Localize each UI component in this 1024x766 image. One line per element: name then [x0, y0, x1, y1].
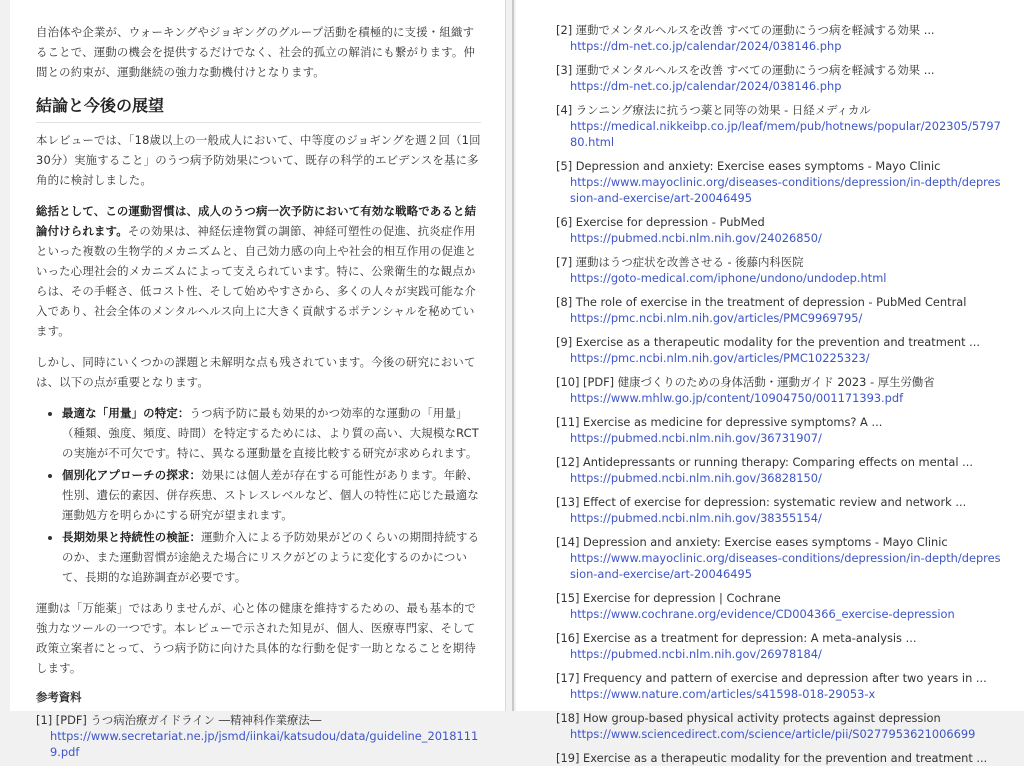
list-item-text: 効果には個人差が存在する可能性があります。年齢、性別、遺伝的素因、併存疾患、ストレスレベルなど、個人の特性に応じた最適な運動処方を明らかにする研究が望まれます。: [62, 468, 479, 522]
reference-link[interactable]: https://www.cochrane.org/evidence/CD004366_exercise-depression: [570, 607, 955, 621]
closing-paragraph: 運動は「万能薬」ではありませんが、心と体の健康を維持するための、最も基本的で強力なツールの一つです。本レビューで示された知見が、個人、医療専門家、そして政策立案者にとって、うつ病予防に向けた具体的な行動を促す一助となることを期待します。: [36, 601, 476, 675]
reference-link[interactable]: https://www.mayoclinic.org/diseases-conditions/depression/in-depth/depression-and-exercise/art-20046495: [570, 551, 1001, 581]
conclusion-bold-text: 総括として、この運動習慣は、成人のうつ病一次予防において有効な戦略であると結論付けられます。: [36, 204, 477, 238]
reference-link[interactable]: https://dm-net.co.jp/calendar/2024/038146.php: [570, 39, 842, 53]
reference-link[interactable]: https://pubmed.ncbi.nlm.nih.gov/36828150/: [570, 471, 822, 485]
reference-item: [556, 22, 1006, 54]
reference-item: [556, 414, 1006, 446]
reference-link[interactable]: https://pubmed.ncbi.nlm.nih.gov/24026850/: [570, 231, 822, 245]
reference-link[interactable]: https://pmc.ncbi.nlm.nih.gov/articles/PMC10225323/: [570, 351, 870, 365]
reference-item: [556, 454, 1006, 486]
list-item: [62, 403, 481, 463]
reference-item: [556, 590, 1006, 622]
reference-link[interactable]: https://medical.nikkeibp.co.jp/leaf/mem/pub/hotnews/popular/202305/579780.html: [570, 119, 1001, 149]
reference-title: [16] Exercise as a treatment for depression: A meta-analysis ...: [556, 631, 917, 645]
reference-title: [19] Exercise as a therapeutic modality for the prevention and treatment ...: [556, 751, 988, 765]
reference-item: [556, 254, 1006, 286]
reference-title: [11] Exercise as medicine for depressive symptoms? A ...: [556, 415, 883, 429]
conclusion-paragraph-1: 本レビューでは、「18歳以上の一般成人において、中等度のジョギングを週２回（1回30分）実施すること」のうつ病予防効果について、既存の科学的エビデンスを基に多角的に検討しました。: [36, 133, 481, 187]
reference-title: [15] Exercise for depression | Cochrane: [556, 591, 781, 605]
reference-link[interactable]: https://pubmed.ncbi.nlm.nih.gov/38355154/: [570, 511, 822, 525]
references-list: [556, 22, 1006, 766]
reference-item: [36, 712, 481, 760]
conclusion-body-text: その効果は、神経伝達物質の調節、神経可塑性の促進、抗炎症作用といった複数の生物学的メカニズムと、自己効力感の向上や社会的相互作用の促進といった心理社会的メカニズムによって支えられています。特に、公衆衛生的な観点からは、その手軽さ、低コスト性、そして始めやすさから、多くの人々が実践可能な介入であり、社会全体のメンタルヘルス向上に大きく貢献するポテンシャルを秘めています。: [36, 224, 477, 338]
reference-title: [6] Exercise for depression - PubMed: [556, 215, 765, 229]
reference-title: [9] Exercise as a therapeutic modality for the prevention and treatment ...: [556, 335, 981, 349]
reference-title: [5] Depression and anxiety: Exercise eases symptoms - Mayo Clinic: [556, 159, 941, 173]
intro-paragraph: 自治体や企業が、ウォーキングやジョギングのグループ活動を積極的に支援・組織することで、運動の機会を提供するだけでなく、社会的孤立の解消にも繋がります。仲間との約束が、運動継続の強力な動機付けとなります。: [36, 25, 476, 79]
reference-item: [556, 374, 1006, 406]
list-item: [62, 465, 481, 525]
references-title: 参考資料: [36, 690, 82, 704]
future-research-list: [36, 403, 481, 587]
reference-item: [556, 750, 1006, 766]
conclusion-paragraph-3: しかし、同時にいくつかの課題と未解明な点も残されています。今後の研究においては、以下の点が重要となります。: [36, 355, 476, 389]
reference-link[interactable]: https://www.mhlw.go.jp/content/10904750/001171393.pdf: [570, 391, 904, 405]
list-item-bold: 最適な「用量」の特定：: [62, 406, 190, 420]
reference-title: [1] [PDF] うつ病治療ガイドライン ―精神科作業療法―: [36, 713, 322, 727]
list-item-text: 運動介入による予防効果がどのくらいの期間持続するのか、また運動習慣が途絶えた場合にリスクがどのように変化するのかについて、長期的な追跡調査が必要です。: [62, 530, 480, 584]
reference-title: [7] 運動はうつ症状を改善させる - 後藤内科医院: [556, 255, 804, 269]
reference-title: [14] Depression and anxiety: Exercise eases symptoms - Mayo Clinic: [556, 535, 948, 549]
reference-link[interactable]: https://goto-medical.com/iphone/undono/undodep.html: [570, 271, 887, 285]
reference-title: [8] The role of exercise in the treatment of depression - PubMed Central: [556, 295, 967, 309]
reference-link[interactable]: https://www.mayoclinic.org/diseases-conditions/depression/in-depth/depression-and-exercise/art-20046495: [570, 175, 1001, 205]
reference-item: [556, 334, 1006, 366]
reference-title: [2] 運動でメンタルヘルスを改善 すべての運動にうつ病を軽減する効果 ...: [556, 23, 935, 37]
reference-item: [556, 630, 1006, 662]
reference-item: [556, 62, 1006, 94]
document-page-left: [10, 0, 506, 759]
reference-item: [556, 494, 1006, 526]
reference-item: [556, 294, 1006, 326]
document-page-right: [516, 0, 1024, 765]
reference-item: [556, 710, 1006, 742]
reference-link[interactable]: https://pubmed.ncbi.nlm.nih.gov/26978184/: [570, 647, 822, 661]
reference-title: [3] 運動でメンタルヘルスを改善 すべての運動にうつ病を軽減する効果 ...: [556, 63, 935, 77]
page-divider: [512, 0, 514, 711]
reference-link[interactable]: https://www.nature.com/articles/s41598-018-29053-x: [570, 687, 876, 701]
section-heading: 結論と今後の展望: [36, 93, 481, 123]
reference-link[interactable]: https://pmc.ncbi.nlm.nih.gov/articles/PMC9969795/: [570, 311, 863, 325]
list-item-text: うつ病予防に最も効果的かつ効率的な運動の「用量」（種類、強度、頻度、時間）を特定するためには、より質の高い、大規模なRCTの実施が不可欠です。特に、異なる運動量を直接比較する研究が求められます。: [62, 406, 479, 460]
reference-item: [556, 214, 1006, 246]
reference-title: [12] Antidepressants or running therapy: Comparing effects on mental ...: [556, 455, 973, 469]
reference-item: [556, 102, 1006, 150]
reference-title: [18] How group-based physical activity protects against depression: [556, 711, 941, 725]
reference-item: [556, 158, 1006, 206]
reference-title: [10] [PDF] 健康づくりのための身体活動・運動ガイド 2023 - 厚生労働省: [556, 375, 935, 389]
list-item: [62, 527, 481, 587]
list-item-bold: 長期効果と持続性の検証：: [62, 530, 202, 544]
reference-link[interactable]: https://www.sciencedirect.com/science/article/pii/S0277953621006699: [570, 727, 976, 741]
reference-title: [17] Frequency and pattern of exercise and depression after two years in ...: [556, 671, 987, 685]
reference-link[interactable]: https://www.secretariat.ne.jp/jsmd/iinkai/katsudou/data/guideline_20181119.pdf: [50, 729, 479, 759]
reference-link[interactable]: https://pubmed.ncbi.nlm.nih.gov/36731907/: [570, 431, 822, 445]
list-item-bold: 個別化アプローチの探求：: [62, 468, 202, 482]
reference-item: [556, 534, 1006, 582]
conclusion-paragraph-2: [36, 201, 481, 341]
reference-link[interactable]: https://dm-net.co.jp/calendar/2024/038146.php: [570, 79, 842, 93]
reference-title: [13] Effect of exercise for depression: systematic review and network ...: [556, 495, 967, 509]
reference-item: [556, 670, 1006, 702]
reference-title: [4] ランニング療法に抗うつ薬と同等の効果 - 日経メディカル: [556, 103, 871, 117]
